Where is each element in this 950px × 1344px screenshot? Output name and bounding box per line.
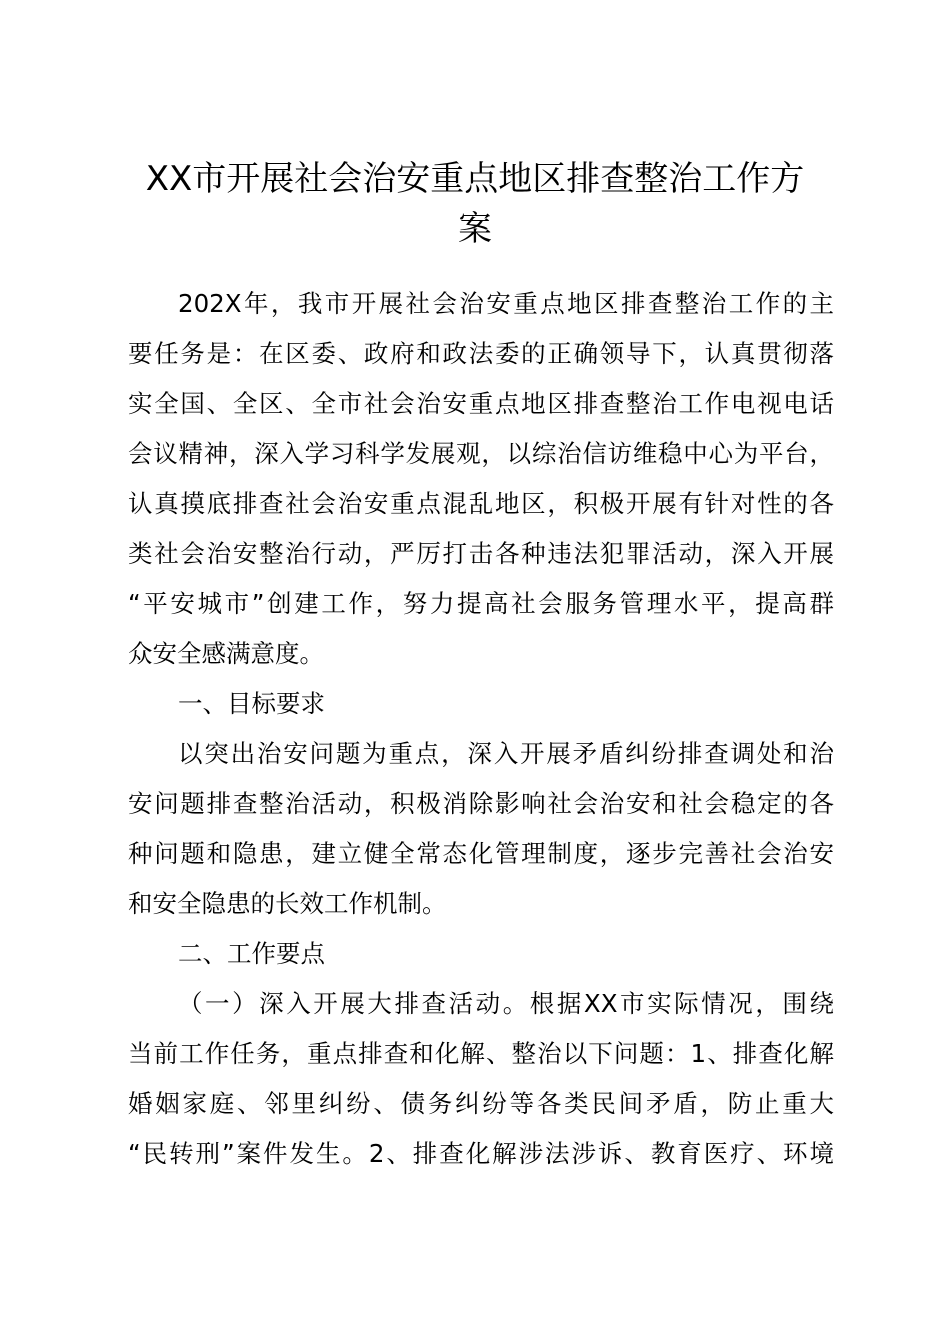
paragraph-1-line-2: 要任务是：在区委、政府和政法委的正确领导下，认真贯彻落 bbox=[128, 339, 834, 368]
paragraph-3-line-3: 婚姻家庭、邻里纠纷、债务纠纷等各类民间矛盾，防止重大 bbox=[128, 1089, 834, 1118]
paragraph-3-line-2: 当前工作任务，重点排查和化解、整治以下问题：1、排查化解 bbox=[128, 1039, 834, 1068]
paragraph-3-line-4: “民转刑”案件发生。2、排查化解涉法涉诉、教育医疗、环境 bbox=[128, 1139, 834, 1168]
paragraph-2-line-1: 以突出治安问题为重点，深入开展矛盾纠纷排查调处和治 bbox=[178, 739, 834, 768]
section-heading-2: 二、工作要点 bbox=[178, 939, 325, 968]
section-heading-1: 一、目标要求 bbox=[178, 689, 325, 718]
paragraph-1-line-6: 类社会治安整治行动，严厉打击各种违法犯罪活动，深入开展 bbox=[128, 539, 834, 568]
paragraph-1-line-8: 众安全感满意度。 bbox=[128, 639, 324, 668]
paragraph-1-line-5: 认真摸底排查社会治安重点混乱地区，积极开展有针对性的各 bbox=[128, 489, 834, 518]
title-line-2: 案 bbox=[458, 209, 492, 249]
title-line-1: XX市开展社会治安重点地区排查整治工作方 bbox=[145, 159, 805, 199]
document-title bbox=[120, 154, 830, 254]
paragraph-1-line-4: 会议精神，深入学习科学发展观，以综治信访维稳中心为平台， bbox=[128, 439, 834, 468]
paragraph-1-line-7: “平安城市”创建工作，努力提高社会服务管理水平，提高群 bbox=[128, 589, 834, 618]
paragraph-2-line-4: 和安全隐患的长效工作机制。 bbox=[128, 889, 447, 918]
paragraph-2-line-2: 安问题排查整治活动，积极消除影响社会治安和社会稳定的各 bbox=[128, 789, 834, 818]
paragraph-3-line-1: （一）深入开展大排查活动。根据XX市实际情况，围绕 bbox=[178, 989, 834, 1018]
paragraph-2-line-3: 种问题和隐患，建立健全常态化管理制度，逐步完善社会治安 bbox=[128, 839, 834, 868]
paragraph-1-line-3: 实全国、全区、全市社会治安重点地区排查整治工作电视电话 bbox=[128, 389, 834, 418]
paragraph-1-line-1: 202X年，我市开展社会治安重点地区排查整治工作的主 bbox=[178, 289, 834, 318]
